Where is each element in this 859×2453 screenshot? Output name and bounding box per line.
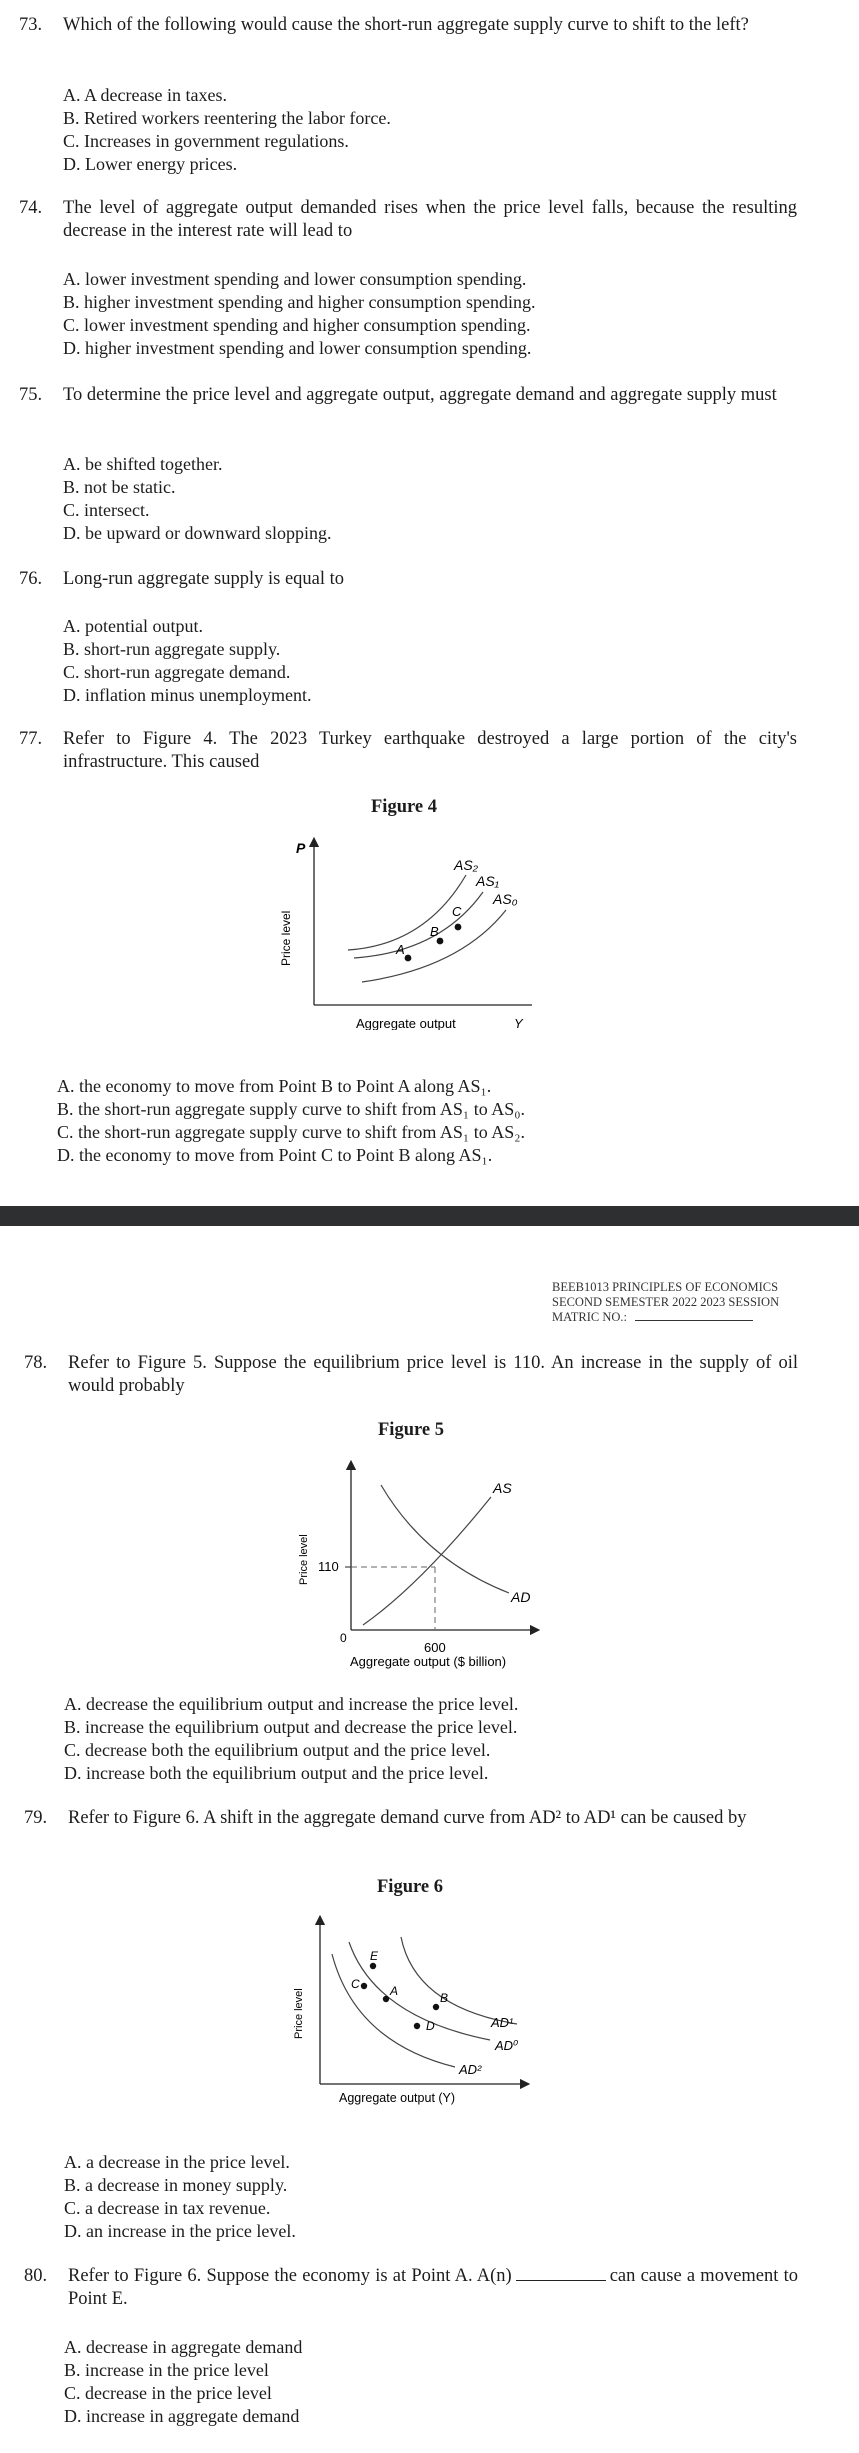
figure-6-chart <box>285 1912 565 2112</box>
figure-6-title: Figure 6 <box>377 1877 443 1897</box>
course-code: BEEB1013 PRINCIPLES OF ECONOMICS <box>552 1280 779 1294</box>
figure-4-title: Figure 4 <box>371 797 437 817</box>
point-e-label: E <box>370 1949 379 1963</box>
ad1-curve <box>401 1937 517 2024</box>
question-number: 78. <box>24 1353 48 1373</box>
option-c[interactable]: C. intersect. <box>63 500 150 520</box>
option-a[interactable]: A. be shifted together. <box>63 454 223 474</box>
as0-label: AS₀ <box>493 891 518 907</box>
point-c-marker <box>455 924 462 931</box>
x-axis-label: Aggregate output <box>356 1016 456 1030</box>
price-tick-label: 110 <box>318 1559 339 1574</box>
question-number: 75. <box>19 385 43 405</box>
point-b-marker <box>433 2004 439 2010</box>
question-number: 79. <box>24 1808 48 1828</box>
question-74 <box>19 197 797 243</box>
ad1-label: AD¹ <box>491 2015 514 2030</box>
point-b-label: B <box>430 924 439 939</box>
option-a[interactable]: A. the economy to move from Point B to Point A along AS₁. <box>57 1076 492 1096</box>
option-c[interactable]: C. short-run aggregate demand. <box>63 662 291 682</box>
point-b-label: B <box>440 1991 449 2005</box>
as2-label: AS₂ <box>454 857 479 873</box>
option-c[interactable]: C. lower investment spending and higher consumption spending. <box>63 315 531 335</box>
point-a-label: A <box>396 942 405 957</box>
question-stem: To determine the price level and aggregate output, aggregate demand and aggregate supply must <box>63 385 777 405</box>
question-77 <box>19 728 797 774</box>
question-stem: Refer to Figure 6. Suppose the economy is at Point A. A(n) can cause a movement to Point E. <box>68 2266 798 2309</box>
page-break-divider <box>0 1206 859 1226</box>
option-a[interactable]: A. lower investment spending and lower consumption spending. <box>63 269 527 289</box>
option-c[interactable]: C. the short-run aggregate supply curve to shift from AS₁ to AS₂. <box>57 1122 525 1142</box>
options-78 <box>64 1693 518 1785</box>
point-a-label: A <box>390 1984 399 1998</box>
options-76 <box>63 615 311 707</box>
option-a[interactable]: A. decrease in aggregate demand <box>64 2337 303 2357</box>
question-number: 76. <box>19 569 43 589</box>
y-axis-label: Price level <box>293 1988 305 2039</box>
as1-label: AS₁ <box>476 873 500 889</box>
question-stem: Refer to Figure 6. A shift in the aggregate demand curve from AD² to AD¹ can be caused by <box>68 1808 747 1828</box>
option-b[interactable]: B. increase in the price level <box>64 2360 269 2380</box>
option-c[interactable]: C. Increases in government regulations. <box>63 131 349 151</box>
answer-blank <box>516 2280 606 2281</box>
semester-session: SECOND SEMESTER 2022 2023 SESSION <box>552 1295 780 1309</box>
figure-4-chart <box>270 830 570 1030</box>
y-axis-label: Price level <box>279 910 293 966</box>
question-stem: Refer to Figure 4. The 2023 Turkey earthquake destroyed a large portion of the city's infrastructure. This caused <box>63 729 797 772</box>
as2-curve <box>348 875 466 950</box>
point-d-label: D <box>426 2019 435 2033</box>
ad-label: AD <box>511 1589 531 1605</box>
option-b[interactable]: B. increase the equilibrium output and decrease the price level. <box>64 1717 518 1737</box>
as-curve <box>363 1497 491 1625</box>
option-b[interactable]: B. a decrease in money supply. <box>64 2175 288 2195</box>
option-d[interactable]: D. inflation minus unemployment. <box>63 685 312 705</box>
y-axis-symbol: P <box>296 840 306 856</box>
question-79 <box>24 1807 798 1830</box>
question-stem: Refer to Figure 5. Suppose the equilibrium price level is 110. An increase in the supply of oil would probably <box>68 1353 798 1396</box>
options-77 <box>57 1075 525 1167</box>
point-a-marker <box>383 1996 389 2002</box>
question-78 <box>24 1352 798 1398</box>
origin-label: 0 <box>340 1631 347 1645</box>
question-80 <box>24 2265 798 2311</box>
options-75 <box>63 453 331 545</box>
as-label: AS <box>493 1480 512 1496</box>
option-a[interactable]: A. a decrease in the price level. <box>64 2152 290 2172</box>
options-80 <box>64 2336 302 2428</box>
option-c[interactable]: C. a decrease in tax revenue. <box>64 2198 271 2218</box>
point-a-marker <box>405 955 412 962</box>
page-header <box>552 1280 779 1325</box>
option-b[interactable]: B. the short-run aggregate supply curve to shift from AS₁ to AS₀. <box>57 1099 525 1119</box>
option-c[interactable]: C. decrease both the equilibrium output and the price level. <box>64 1740 491 1760</box>
option-a[interactable]: A. A decrease in taxes. <box>63 85 227 105</box>
point-e-marker <box>370 1963 376 1969</box>
option-d[interactable]: D. increase both the equilibrium output and the price level. <box>64 1763 489 1783</box>
option-d[interactable]: D. increase in aggregate demand <box>64 2406 300 2426</box>
option-d[interactable]: D. Lower energy prices. <box>63 154 238 174</box>
question-number: 73. <box>19 15 43 35</box>
as0-curve <box>362 910 506 982</box>
option-d[interactable]: D. an increase in the price level. <box>64 2221 296 2241</box>
option-a[interactable]: A. decrease the equilibrium output and increase the price level. <box>64 1694 519 1714</box>
matric-number: MATRIC NO.: <box>552 1310 779 1325</box>
question-number: 74. <box>19 198 43 218</box>
options-73 <box>63 84 391 176</box>
output-tick-label: 600 <box>424 1640 446 1655</box>
question-stem: Which of the following would cause the short-run aggregate supply curve to shift to the left? <box>63 15 749 35</box>
option-a[interactable]: A. potential output. <box>63 616 203 636</box>
option-d[interactable]: D. be upward or downward slopping. <box>63 523 332 543</box>
question-stem: Long-run aggregate supply is equal to <box>63 569 345 589</box>
question-number: 80. <box>24 2266 48 2286</box>
point-c-label: C <box>452 904 462 919</box>
question-stem: The level of aggregate output demanded rises when the price level falls, because the resulting decrease in the interest rate will lead to <box>63 198 797 241</box>
option-b[interactable]: B. not be static. <box>63 477 176 497</box>
ad2-curve <box>332 1954 455 2067</box>
point-c-marker <box>361 1983 367 1989</box>
x-axis-label: Aggregate output (Y) <box>339 2091 456 2105</box>
option-b[interactable]: B. Retired workers reentering the labor force. <box>63 108 391 128</box>
options-74 <box>63 268 535 360</box>
point-c-label: C <box>351 1977 360 1991</box>
y-axis-label: Price level <box>298 1534 310 1585</box>
question-76 <box>19 568 797 591</box>
ad-curve <box>381 1485 509 1593</box>
option-d[interactable]: D. the economy to move from Point C to Point B along AS₁. <box>57 1145 493 1165</box>
option-d[interactable]: D. higher investment spending and lower consumption spending. <box>63 338 532 358</box>
point-d-marker <box>414 2023 420 2029</box>
options-79 <box>64 2151 296 2243</box>
question-number: 77. <box>19 729 43 749</box>
x-axis-label: Aggregate output ($ billion) <box>350 1654 507 1669</box>
option-b[interactable]: B. short-run aggregate supply. <box>63 639 281 659</box>
ad2-label: AD² <box>459 2062 482 2077</box>
option-c[interactable]: C. decrease in the price level <box>64 2383 272 2403</box>
figure-5-title: Figure 5 <box>378 1420 444 1440</box>
figure-5-chart <box>285 1455 565 1675</box>
ad0-label: AD⁰ <box>495 2038 519 2053</box>
question-73 <box>19 14 797 37</box>
option-b[interactable]: B. higher investment spending and higher consumption spending. <box>63 292 536 312</box>
question-75 <box>19 384 797 407</box>
x-axis-symbol: Y <box>514 1016 523 1030</box>
